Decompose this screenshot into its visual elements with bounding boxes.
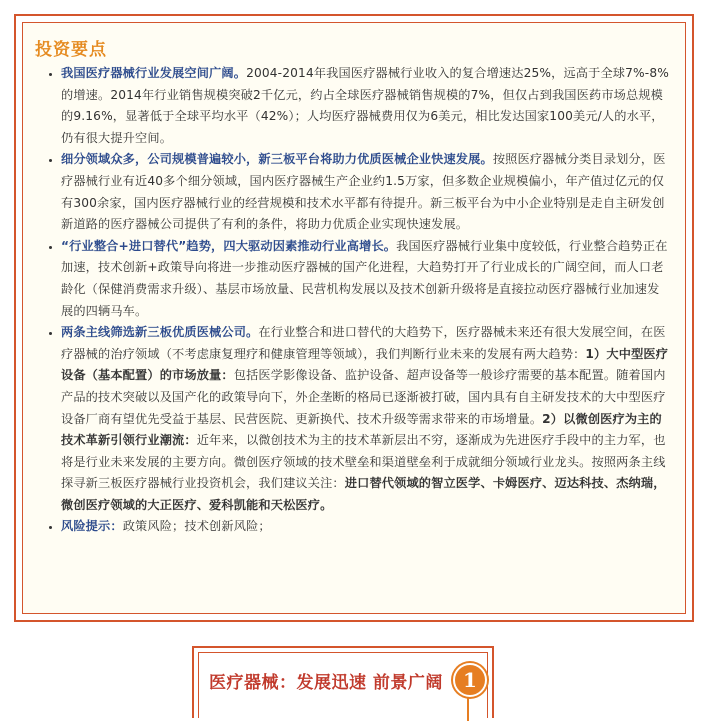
- list-item: [61, 516, 671, 538]
- section-heading: 投资要点: [35, 40, 107, 60]
- section-number-badge: 1: [453, 663, 487, 697]
- badge-stem-line: [467, 697, 469, 721]
- list-item: [61, 236, 671, 322]
- key-points-list: [33, 63, 671, 538]
- point-body: 在行业整合和进口替代的大趋势下，医疗器械未来还有很大发展空间，在医疗器械的治疗领域（不考虑康复理疗和健康管理等领域），我们判断行业未来的发展有两大趋势：: [61, 325, 666, 361]
- section-caption-title: 医疗器械：发展迅速 前景广阔: [209, 673, 443, 693]
- point-emphasis: 2）以微创医疗为主的技术革新引领行业潮流：: [61, 411, 662, 448]
- point-body: 按照医疗器械分类目录划分，医疗器械行业有近40多个细分领域，国内医疗器械生产企业约1.5万家，但多数企业规模偏小，年产值过亿元的仅有300余家，国内医疗器械行业的经营规模和技术水平都有待提升。新三板平台为中小企业特别是走自主研发创新道路的医疗器械公司提供了有利的条件，将助力优质企业实现快速发展。: [61, 152, 666, 232]
- recommended-companies: 进口替代领域的智立医学、卡姆医疗、迈达科技、杰纳瑞，微创医疗领域的大正医疗、爱科凯能和天松医疗。: [61, 476, 666, 512]
- point-lead: 两条主线筛选新三板优质医械公司。: [61, 325, 259, 340]
- point-emphasis: 1）大中型医疗设备（基本配置）的市场放量：: [61, 346, 669, 383]
- investment-highlights-inner-border: [22, 22, 686, 614]
- list-item: [61, 149, 671, 235]
- section-caption-inner: [198, 652, 488, 718]
- point-body: 包括医学影像设备、监护设备、超声设备等一般诊疗需要的基本配置。随着国内产品的技术突破以及国产化的政策导向下，外企垄断的格局已逐渐被打破，国内具有自主研发技术的大中型医疗设备厂商有望优先受益于基层、民营医院、更新换代、技术升级等需求带来的市场增量。: [61, 368, 666, 426]
- point-body: 近年来，以微创技术为主的技术革新层出不穷，逐渐成为先进医疗手段中的主力军，也将是行业未来发展的主要方向。微创医疗领域的技术壁垒和渠道壁垒利于成就细分领域行业龙头。按照两条主线探寻新三板医疗器械行业投资机会，我们建议关注：: [61, 433, 666, 491]
- point-body: 2004-2014年我国医疗器械行业收入的复合增速达25%，远高于全球7%-8%的增速。2014年行业销售规模突破2千亿元，约占全球医疗器械销售规模的7%，但仅占到我国医药市场总规模的9.16%，显著低于全球平均水平（42%）；人均医疗器械费用仅为6美元，相比发达国家100美元/人的水平，仍有很大提升空间。: [61, 66, 669, 145]
- investment-highlights-box: [14, 14, 694, 622]
- list-item: [61, 63, 671, 149]
- point-lead: 细分领域众多，公司规模普遍较小，新三板平台将助力优质医械企业快速发展。: [61, 152, 493, 167]
- point-lead: “行业整合+进口替代”趋势，四大驱动因素推动行业高增长。: [61, 238, 397, 253]
- list-item: [61, 322, 671, 516]
- point-lead: 我国医疗器械行业发展空间广阔。: [61, 66, 247, 80]
- risk-label: 风险提示：: [61, 519, 123, 534]
- point-body: 我国医疗器械行业集中度较低，行业整合趋势正在加速，技术创新+政策导向将进一步推动医疗器械的国产化进程，大趋势打开了行业成长的广阔空间，而人口老龄化（保健消费需求升级）、基层市场放量、民营机构发展以及技术创新升级将是直接拉动医疗器械行业加速发展的四辆马车。: [61, 238, 668, 318]
- section-caption-box: [192, 646, 494, 718]
- risk-body: 政策风险；技术创新风险；: [122, 519, 271, 534]
